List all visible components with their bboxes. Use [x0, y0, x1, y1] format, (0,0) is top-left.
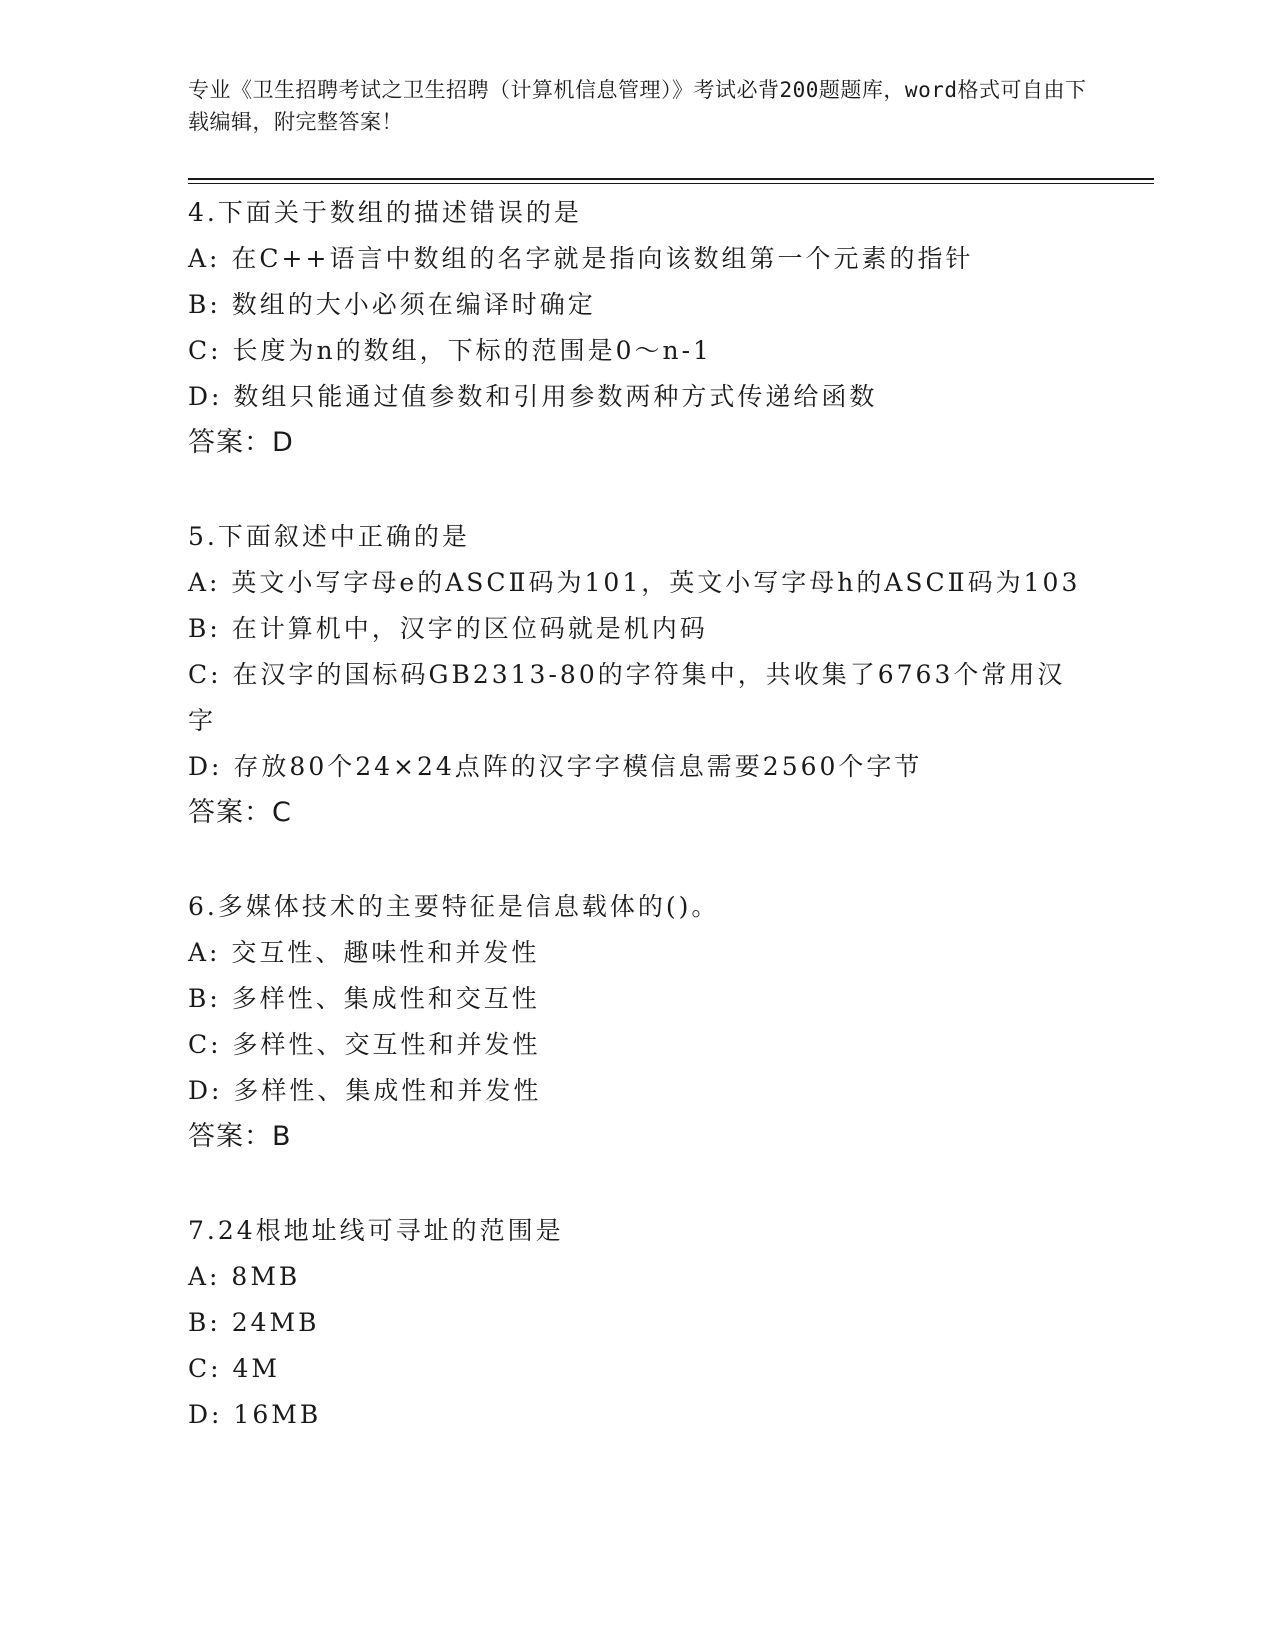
option-d: D: 数组只能通过值参数和引用参数两种方式传递给函数 [188, 382, 878, 411]
option-d: D: 存放80个24×24点阵的汉字字模信息需要2560个字节 [188, 752, 923, 781]
answer: 答案：B [188, 1121, 292, 1152]
document-header: 专业《卫生招聘考试之卫生招聘（计算机信息管理）》考试必背200题题库，word格式可自由下载编辑，附完整答案！ [188, 78, 1087, 134]
option-c: C: 长度为n的数组，下标的范围是0～n-1 [188, 336, 712, 365]
question-stem: 4.下面关于数组的描述错误的是 [188, 198, 582, 227]
answer: 答案：C [188, 797, 292, 828]
option-b: B: 在计算机中，汉字的区位码就是机内码 [188, 614, 708, 643]
option-c: C: 在汉字的国标码GB2313-80的字符集中，共收集了6763个常用汉字 [188, 660, 1066, 735]
option-b: B: 数组的大小必须在编译时确定 [188, 290, 596, 319]
question-stem: 7.24根地址线可寻址的范围是 [188, 1216, 564, 1245]
option-a: A: 英文小写字母e的ASCⅡ码为101，英文小写字母h的ASCⅡ码为103 [188, 568, 1081, 597]
option-d: D: 多样性、集成性和并发性 [188, 1076, 542, 1105]
question-stem: 6.多媒体技术的主要特征是信息载体的()。 [188, 892, 720, 921]
option-b: B: 多样性、集成性和交互性 [188, 984, 540, 1013]
question-4 [188, 190, 1088, 466]
header-divider-thick [188, 178, 1154, 180]
question-6 [188, 884, 1088, 1160]
question-7 [188, 1208, 1088, 1438]
option-a: A: 8MB [188, 1262, 301, 1291]
option-a: A: 在C++语言中数组的名字就是指向该数组第一个元素的指针 [188, 244, 974, 273]
option-d: D: 16MB [188, 1400, 322, 1429]
option-c: C: 多样性、交互性和并发性 [188, 1030, 541, 1059]
header-divider-thin [188, 183, 1154, 184]
option-a: A: 交互性、趣味性和并发性 [188, 938, 540, 967]
option-b: B: 24MB [188, 1308, 320, 1337]
question-list [188, 190, 1088, 1486]
question-stem: 5.下面叙述中正确的是 [188, 522, 470, 551]
option-c: C: 4M [188, 1354, 281, 1383]
question-5 [188, 514, 1088, 836]
answer: 答案：D [188, 427, 294, 458]
